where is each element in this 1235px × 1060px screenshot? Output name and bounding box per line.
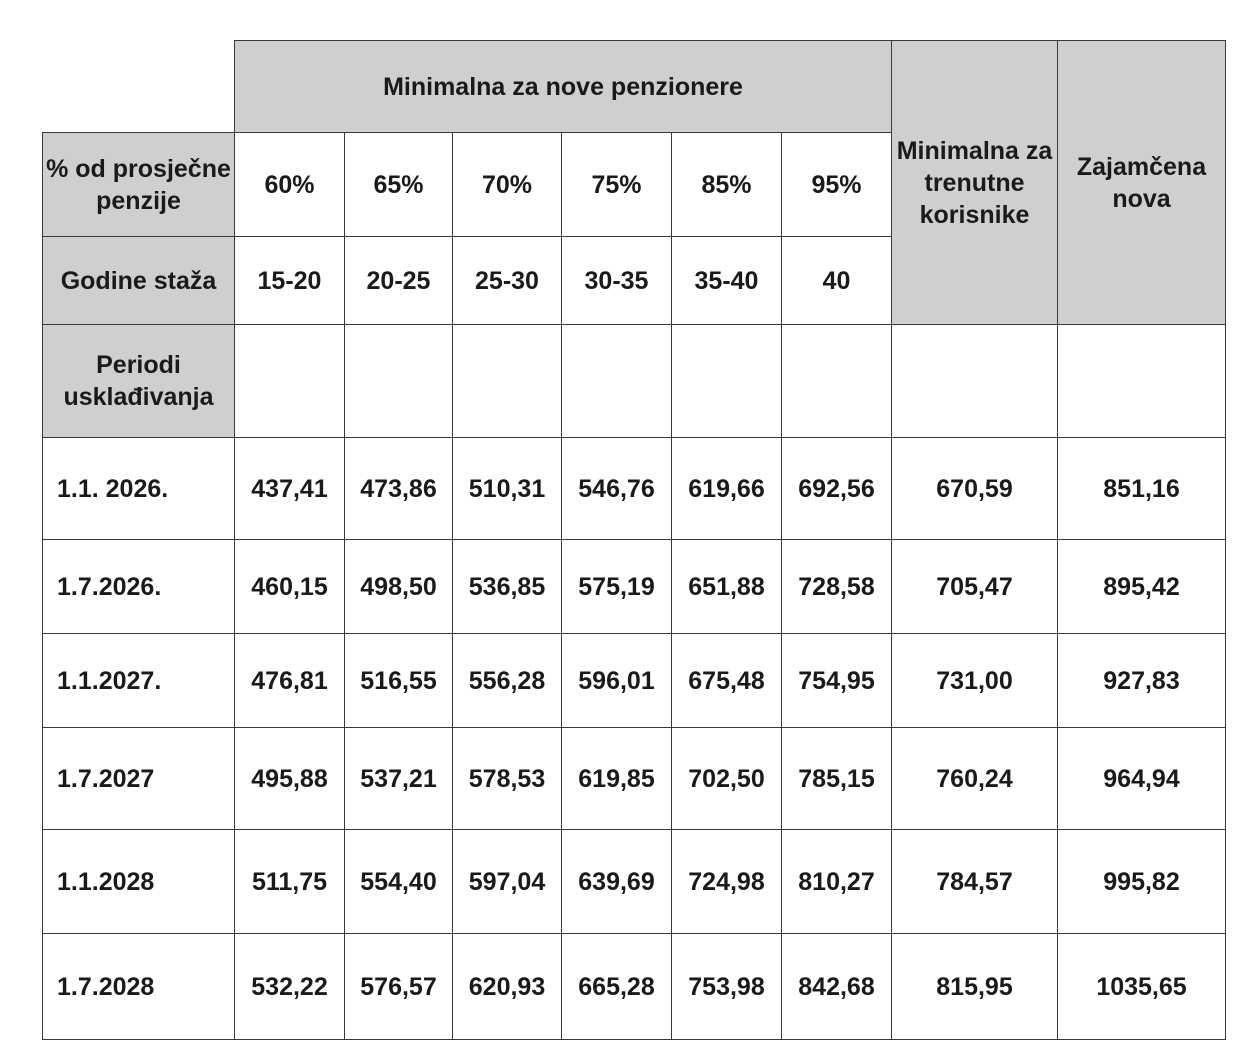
period-cell: 1.1. 2026. [43, 438, 235, 540]
table-row [43, 540, 1226, 634]
value-cell: 665,28 [562, 934, 672, 1040]
minimal-current-cell: 705,47 [892, 540, 1058, 634]
label-percent-of-average: % od prosječne penzije [43, 133, 235, 237]
value-cell: 692,56 [782, 438, 892, 540]
header-guaranteed-new: Zajamčena nova [1058, 41, 1226, 325]
value-cell: 702,50 [672, 728, 782, 830]
value-cell: 554,40 [345, 830, 453, 934]
guaranteed-cell: 927,83 [1058, 634, 1226, 728]
header-minimal-current: Minimalna za trenutne korisnike [892, 41, 1058, 325]
value-cell: 537,21 [345, 728, 453, 830]
empty-cell [345, 325, 453, 438]
value-cell: 576,57 [345, 934, 453, 1040]
value-cell: 532,22 [235, 934, 345, 1040]
value-cell: 498,50 [345, 540, 453, 634]
table-row [43, 830, 1226, 934]
years-cell: 15-20 [235, 237, 345, 325]
group-header-new-pensioners: Minimalna za nove penzionere [235, 41, 892, 133]
value-cell: 842,68 [782, 934, 892, 1040]
header-row-group [43, 41, 1226, 133]
table-row [43, 934, 1226, 1040]
empty-cell [1058, 325, 1226, 438]
corner-blank [43, 41, 235, 133]
value-cell: 536,85 [453, 540, 562, 634]
value-cell: 785,15 [782, 728, 892, 830]
minimal-current-cell: 760,24 [892, 728, 1058, 830]
value-cell: 597,04 [453, 830, 562, 934]
value-cell: 546,76 [562, 438, 672, 540]
value-cell: 639,69 [562, 830, 672, 934]
years-cell: 30-35 [562, 237, 672, 325]
period-cell: 1.1.2027. [43, 634, 235, 728]
period-cell: 1.7.2027 [43, 728, 235, 830]
value-cell: 473,86 [345, 438, 453, 540]
value-cell: 516,55 [345, 634, 453, 728]
header-row-periods [43, 325, 1226, 438]
label-adjustment-periods: Periodi usklađivanja [43, 325, 235, 438]
value-cell: 476,81 [235, 634, 345, 728]
minimal-current-cell: 731,00 [892, 634, 1058, 728]
empty-cell [562, 325, 672, 438]
empty-cell [672, 325, 782, 438]
minimal-current-cell: 784,57 [892, 830, 1058, 934]
empty-cell [782, 325, 892, 438]
table-row [43, 728, 1226, 830]
value-cell: 556,28 [453, 634, 562, 728]
years-cell: 20-25 [345, 237, 453, 325]
years-cell: 25-30 [453, 237, 562, 325]
value-cell: 810,27 [782, 830, 892, 934]
empty-cell [892, 325, 1058, 438]
value-cell: 495,88 [235, 728, 345, 830]
value-cell: 651,88 [672, 540, 782, 634]
guaranteed-cell: 995,82 [1058, 830, 1226, 934]
value-cell: 620,93 [453, 934, 562, 1040]
value-cell: 724,98 [672, 830, 782, 934]
percent-cell: 65% [345, 133, 453, 237]
guaranteed-cell: 895,42 [1058, 540, 1226, 634]
value-cell: 460,15 [235, 540, 345, 634]
value-cell: 675,48 [672, 634, 782, 728]
minimal-current-cell: 670,59 [892, 438, 1058, 540]
value-cell: 511,75 [235, 830, 345, 934]
percent-cell: 60% [235, 133, 345, 237]
value-cell: 753,98 [672, 934, 782, 1040]
empty-cell [453, 325, 562, 438]
value-cell: 575,19 [562, 540, 672, 634]
value-cell: 596,01 [562, 634, 672, 728]
guaranteed-cell: 1035,65 [1058, 934, 1226, 1040]
period-cell: 1.7.2028 [43, 934, 235, 1040]
empty-cell [235, 325, 345, 438]
label-years-of-service: Godine staža [43, 237, 235, 325]
value-cell: 728,58 [782, 540, 892, 634]
value-cell: 754,95 [782, 634, 892, 728]
percent-cell: 85% [672, 133, 782, 237]
percent-cell: 75% [562, 133, 672, 237]
period-cell: 1.7.2026. [43, 540, 235, 634]
value-cell: 619,66 [672, 438, 782, 540]
table-row [43, 634, 1226, 728]
table-row [43, 438, 1226, 540]
value-cell: 437,41 [235, 438, 345, 540]
guaranteed-cell: 851,16 [1058, 438, 1226, 540]
guaranteed-cell: 964,94 [1058, 728, 1226, 830]
value-cell: 619,85 [562, 728, 672, 830]
pension-table [42, 40, 1226, 1040]
percent-cell: 95% [782, 133, 892, 237]
percent-cell: 70% [453, 133, 562, 237]
years-cell: 35-40 [672, 237, 782, 325]
value-cell: 578,53 [453, 728, 562, 830]
minimal-current-cell: 815,95 [892, 934, 1058, 1040]
value-cell: 510,31 [453, 438, 562, 540]
years-cell: 40 [782, 237, 892, 325]
period-cell: 1.1.2028 [43, 830, 235, 934]
